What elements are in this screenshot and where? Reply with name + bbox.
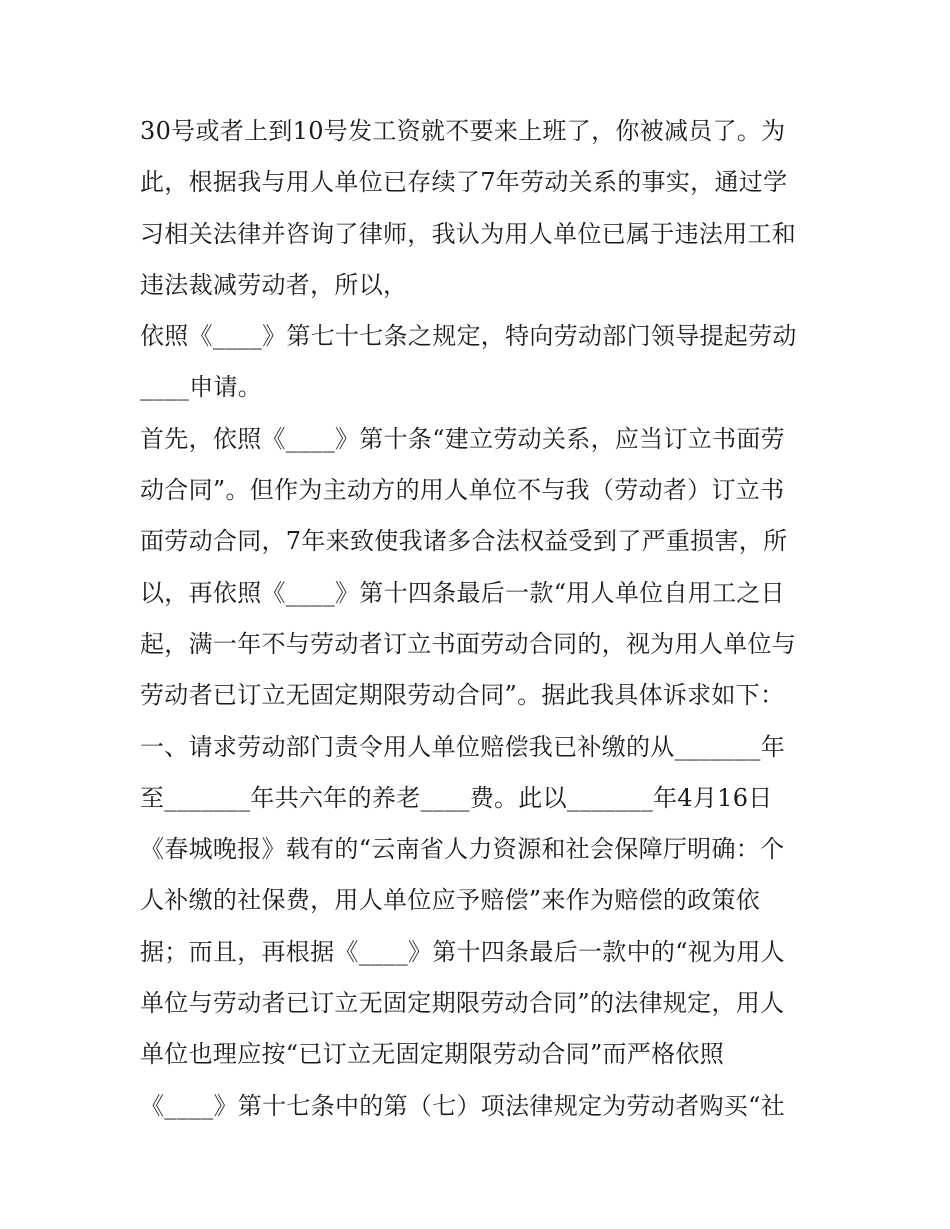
- text-line: 人补缴的社保费，用人单位应予赔偿”来作为赔偿的政策依: [140, 886, 761, 915]
- text-line: 以，再依照《____》第十四条最后一款“用人单位自用工之日: [140, 578, 785, 607]
- text-line: 劳动者已订立无固定期限劳动合同”。据此我具体诉求如下：: [140, 681, 785, 710]
- text-line: 起，满一年不与劳动者订立书面劳动合同的，视为用人单位与: [140, 629, 797, 658]
- text-line: 单位与劳动者已订立无固定期限劳动合同”的法律规定，用人: [140, 989, 785, 1018]
- text-line: 据；而且，再根据《____》第十四条最后一款中的“视为用人: [140, 937, 785, 966]
- text-line: ____申请。: [140, 373, 263, 402]
- text-line: 动合同”。但作为主动方的用人单位不与我（劳动者）订立书: [140, 476, 785, 505]
- text-line: 30号或者上到10号发工资就不要来上班了，你被减员了。为: [140, 117, 786, 145]
- text-line: 《春城晚报》载有的“云南省人力资源和社会保障厅明确：个: [140, 835, 785, 864]
- text-line: 违法裁减劳动者，所以，: [140, 270, 408, 299]
- text-line: 面劳动合同，7年来致使我诸多合法权益受到了严重损害，所: [140, 527, 788, 556]
- document-body: [140, 106, 820, 1132]
- text-line: 至_______年共六年的养老____费。此以_______年4月16日: [140, 783, 773, 812]
- text-line: 习相关法律并咨询了律师，我认为用人单位已属于违法用工和: [140, 219, 797, 248]
- text-line: 首先，依照《____》第十条“建立劳动关系，应当订立书面劳: [140, 424, 785, 453]
- text-line: 《____》第十七条中的第（七）项法律规定为劳动者购买“社: [140, 1091, 785, 1120]
- text-line: 单位也理应按“已订立无固定期限劳动合同”而严格依照: [140, 1040, 725, 1069]
- text-line: 此，根据我与用人单位已存续了7年劳动关系的事实，通过学: [140, 168, 788, 197]
- text-line: 依照《____》第七十七条之规定，特向劳动部门领导提起劳动: [140, 322, 797, 351]
- text-line: 一、请求劳动部门责令用人单位赔偿我已补缴的从_______年: [140, 732, 785, 761]
